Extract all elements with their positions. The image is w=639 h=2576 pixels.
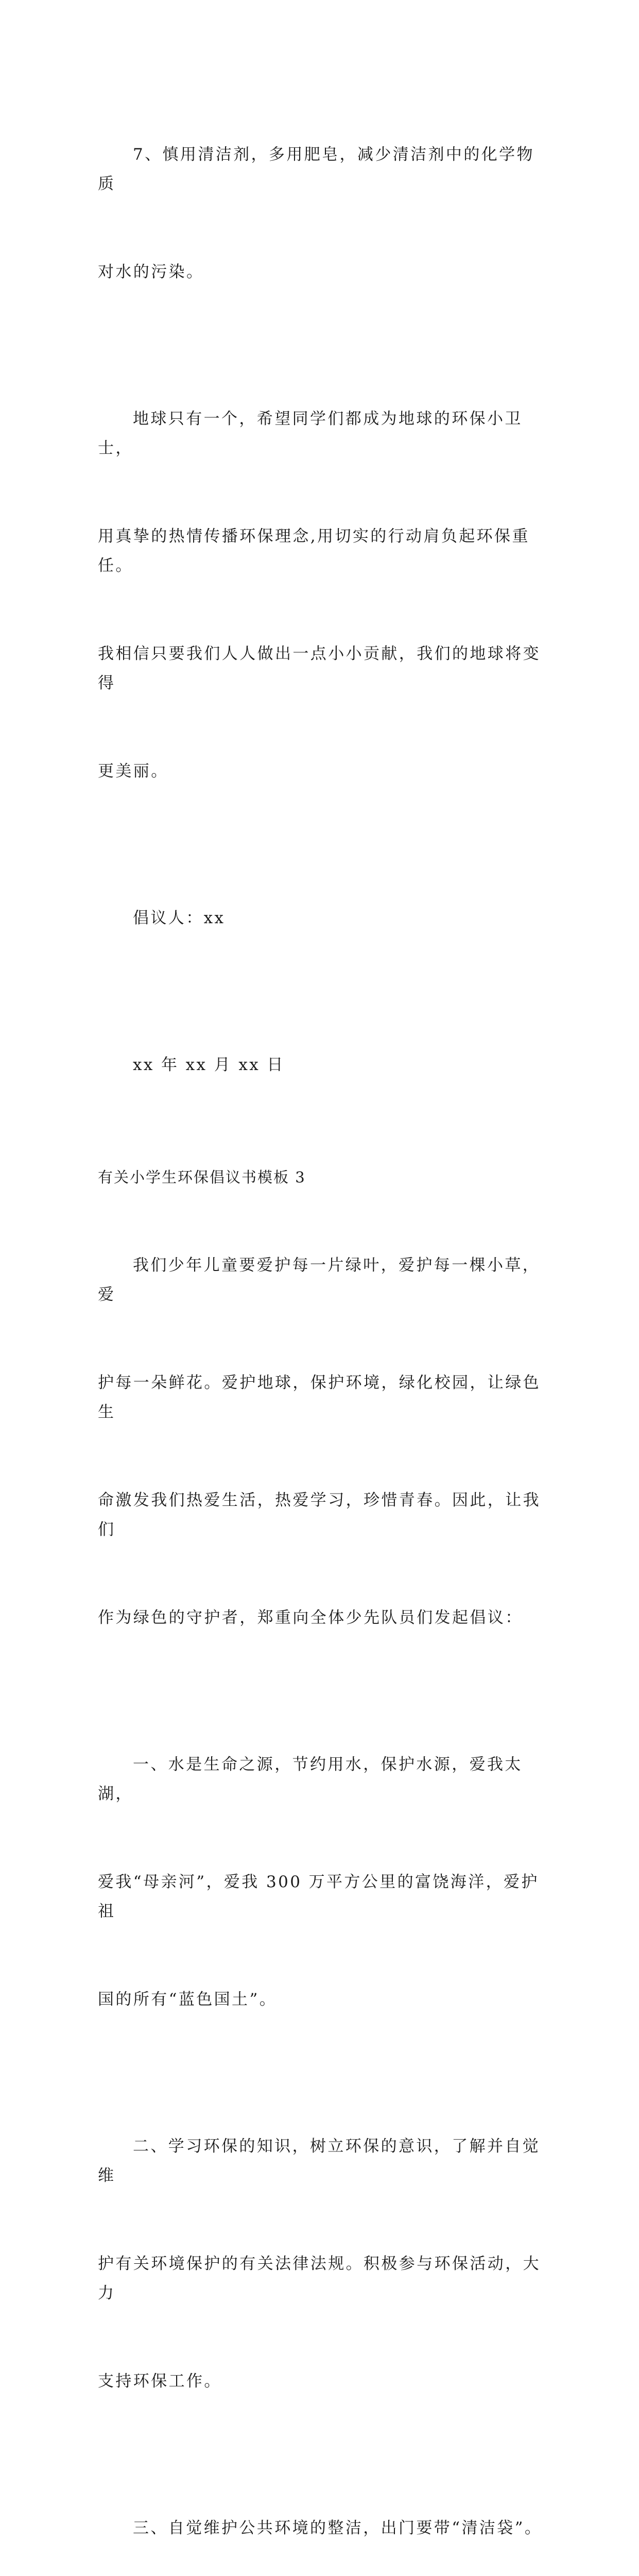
- text-line: 爱我“母亲河”，爱我 300 万平方公里的富饶海洋，爱护祖: [98, 1873, 539, 1921]
- text-line: 更美丽。: [98, 762, 169, 781]
- text-line: 我相信只要我们人人做出一点小小贡献，我们的地球将变得: [98, 645, 541, 692]
- paragraph-item-3: [98, 2455, 546, 2576]
- text-line: 用真挚的热情传播环保理念,用切实的行动肩负起环保重任。: [98, 527, 530, 575]
- text-line: 7、慎用清洁剂，多用肥皂，减少清洁剂中的化学物质: [98, 145, 534, 193]
- paragraph-item-1: [98, 1691, 546, 2073]
- text-line: 作为绿色的守护者，郑重向全体少先队员们发起倡议：: [98, 1608, 523, 1627]
- section-spacer: [98, 1139, 546, 1163]
- date-line: [98, 992, 546, 1139]
- paragraph-intro: [98, 1192, 546, 1691]
- text-line: 三、自觉维护公共环境的整洁，出门要带“清洁袋”。: [133, 2519, 543, 2537]
- paragraph-item-7: [98, 81, 546, 346]
- document-body: [98, 81, 546, 2576]
- signature-text: 倡议人：xx: [133, 909, 226, 927]
- signature-line: [98, 845, 546, 992]
- text-line: 国的所有“蓝色国土”。: [98, 1990, 278, 2009]
- text-line: 命激发我们热爱生活，热爱学习，珍惜青春。因此，让我们: [98, 1491, 541, 1539]
- date-text: xx 年 xx 月 xx 日: [133, 1056, 285, 1074]
- text-line: 对水的污染。: [98, 263, 204, 281]
- text-line: 地球只有一个，希望同学们都成为地球的环保小卫士，: [98, 410, 523, 457]
- text-line: 我们少年儿童要爱护每一片绿叶，爱护每一棵小草，爱: [98, 1256, 541, 1304]
- text-line: 支持环保工作。: [98, 2372, 222, 2391]
- paragraph-item-2: [98, 2073, 546, 2455]
- section-heading: 有关小学生环保倡议书模板 3: [98, 1168, 306, 1186]
- text-line: 一、水是生命之源，节约用水，保护水源，爱我太湖，: [98, 1755, 523, 1803]
- text-line: 二、学习环保的知识，树立环保的意识，了解并自觉维: [98, 2137, 541, 2185]
- text-line: 护每一朵鲜花。爱护地球，保护环境，绿化校园，让绿色生: [98, 1374, 541, 1421]
- text-line: 护有关环境保护的有关法律法规。积极参与环保活动，大力: [98, 2255, 541, 2302]
- paragraph-closing: [98, 346, 546, 845]
